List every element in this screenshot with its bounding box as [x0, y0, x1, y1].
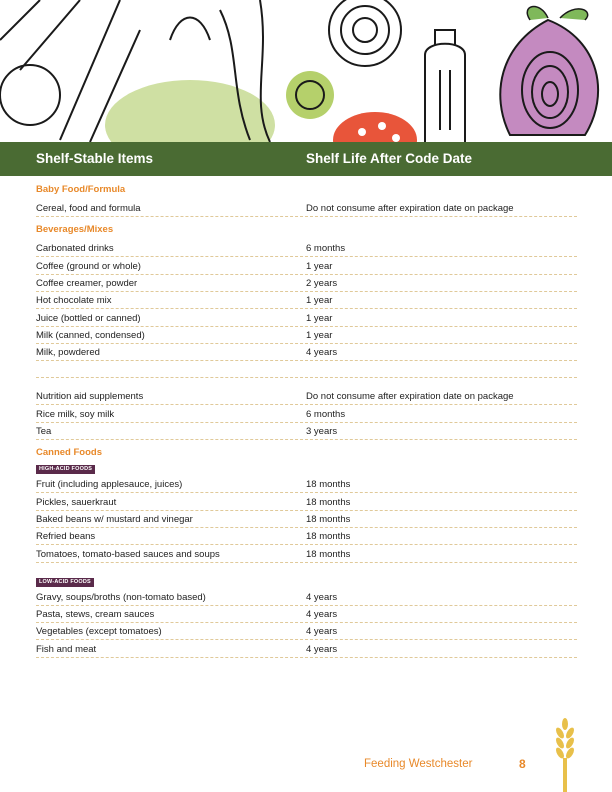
- shelf-life-value: 18 months: [306, 548, 351, 560]
- table-row: [36, 606, 577, 623]
- table-row: [36, 258, 577, 275]
- item-name: Vegetables (except tomatoes): [36, 626, 162, 638]
- item-column-header: Shelf-Stable Items: [36, 151, 154, 166]
- shelf-life-value: 1 year: [306, 260, 333, 272]
- shelf-life-value: 1 year: [306, 295, 333, 307]
- item-name: Rice milk, soy milk: [36, 408, 115, 420]
- shelf-life-column-header: Shelf Life After Code Date: [306, 151, 473, 166]
- table-row: [36, 327, 577, 344]
- shelf-life-value: 18 months: [306, 479, 351, 491]
- table-row: [36, 200, 577, 217]
- item-name: Refried beans: [36, 531, 96, 543]
- table-row: [36, 528, 577, 545]
- table-row: [36, 423, 577, 440]
- table-row: [36, 292, 577, 309]
- shelf-life-value: 18 months: [306, 531, 351, 543]
- table-row: [36, 344, 577, 361]
- shelf-life-value: 4 years: [306, 609, 338, 621]
- item-name: Nutrition aid supplements: [36, 391, 144, 403]
- table-row: [36, 240, 577, 257]
- item-name: Coffee (ground or whole): [36, 260, 141, 272]
- table-row: [36, 361, 577, 378]
- item-name: Tea: [36, 426, 52, 437]
- table-row: [36, 406, 577, 423]
- item-name: Cereal, food and formula: [36, 203, 141, 214]
- table-row: [36, 275, 577, 292]
- table-row: [36, 589, 577, 606]
- table-header-band: [0, 142, 612, 176]
- item-name: Coffee creamer, powder: [36, 277, 138, 289]
- item-name: Carbonated drinks: [36, 243, 114, 255]
- shelf-life-value: 1 year: [306, 312, 333, 324]
- item-name: Pasta, stews, cream sauces: [36, 609, 155, 621]
- shelf-life-value: 4 years: [306, 643, 338, 655]
- shelf-life-value: 18 months: [306, 513, 351, 525]
- table-row: [36, 494, 577, 511]
- vegetables-illustration: [0, 0, 612, 142]
- food-acidity-badge: LOW-ACID FOODS: [36, 578, 94, 587]
- item-name: Fruit (including applesauce, juices): [36, 479, 183, 491]
- shelf-life-value: 4 years: [306, 626, 338, 638]
- shelf-life-value: Do not consume after expiration date on package: [306, 203, 514, 214]
- section-title: Canned Foods: [36, 447, 102, 459]
- item-name: Baked beans w/ mustard and vinegar: [36, 513, 193, 525]
- item-name: Hot chocolate mix: [36, 295, 112, 307]
- shelf-life-value: 18 months: [306, 496, 351, 508]
- section-title: Baby Food/Formula: [36, 184, 126, 195]
- shelf-life-value: 3 years: [306, 426, 338, 437]
- shelf-life-value: 1 year: [306, 329, 333, 341]
- shelf-life-value: Do not consume after expiration date on package: [306, 391, 514, 403]
- shelf-life-value: 2 years: [306, 277, 338, 289]
- shelf-life-value: 6 months: [306, 408, 346, 420]
- page-number: 8: [519, 757, 526, 771]
- item-name: Juice (bottled or canned): [36, 312, 141, 324]
- table-row: [36, 476, 577, 493]
- wheat-icon: [552, 718, 578, 792]
- table-row: [36, 310, 577, 327]
- shelf-life-value: 6 months: [306, 243, 346, 255]
- shelf-life-value: 4 years: [306, 591, 338, 603]
- shelf-life-value: 4 years: [306, 347, 338, 359]
- item-name: Milk, powdered: [36, 347, 100, 359]
- table-row: [36, 623, 577, 640]
- item-name: Tomatoes, tomato-based sauces and soups: [36, 548, 220, 560]
- item-name: Gravy, soups/broths (non-tomato based): [36, 591, 206, 603]
- table-row: [36, 511, 577, 528]
- item-name: Fish and meat: [36, 643, 97, 655]
- table-row: [36, 641, 577, 658]
- item-name: Pickles, sauerkraut: [36, 496, 117, 508]
- item-name: Milk (canned, condensed): [36, 329, 145, 341]
- table-row: [36, 546, 577, 563]
- section-title: Beverages/Mixes: [36, 224, 114, 236]
- table-row: [36, 388, 577, 405]
- food-acidity-badge: HIGH-ACID FOODS: [36, 465, 95, 474]
- footer-organization: Feeding Westchester: [364, 758, 473, 770]
